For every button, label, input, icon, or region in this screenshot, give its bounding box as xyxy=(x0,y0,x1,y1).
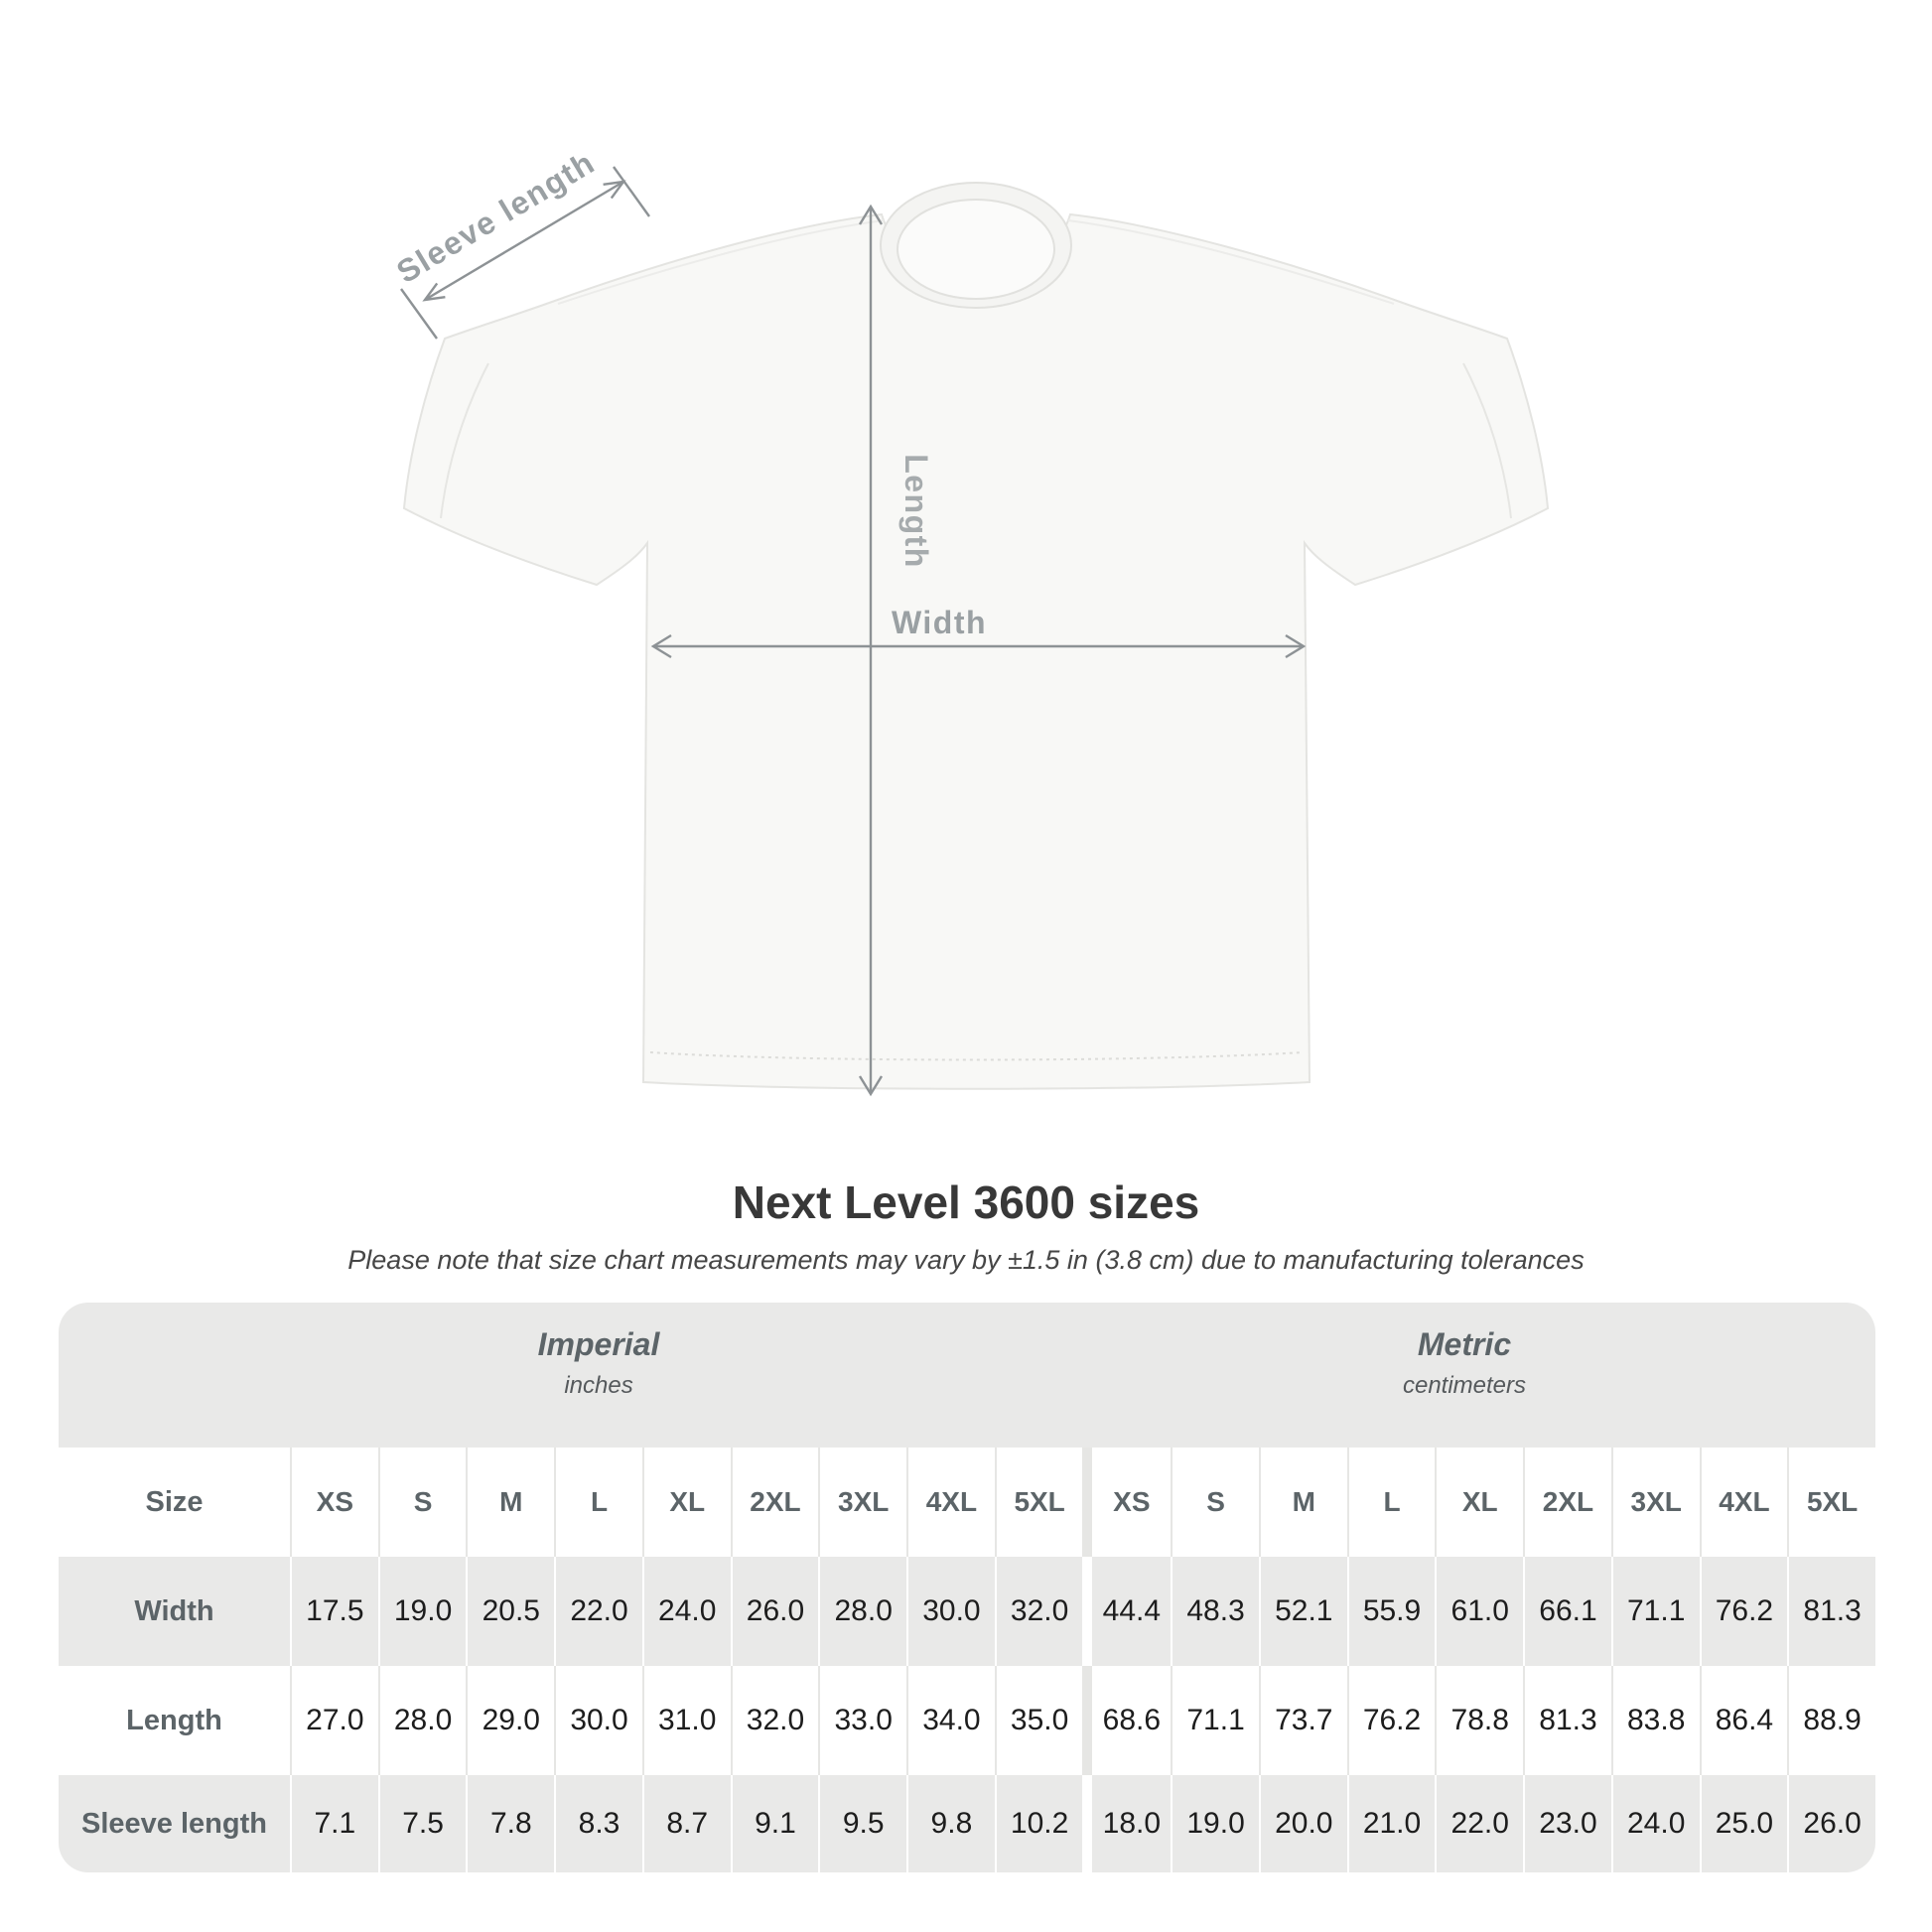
size-col-header: 4XL xyxy=(906,1448,995,1557)
size-col-header: L xyxy=(554,1448,642,1557)
size-col-header: L xyxy=(1347,1448,1436,1557)
row-label: Width xyxy=(134,1594,214,1627)
sleeve-length-label: Sleeve length xyxy=(390,143,602,291)
size-col-header: M xyxy=(466,1448,554,1557)
table-cell: 35.0 xyxy=(995,1666,1083,1775)
width-label: Width xyxy=(891,605,988,640)
table-cell: 17.5 xyxy=(290,1557,378,1666)
table-cell: 55.9 xyxy=(1347,1557,1436,1666)
table-cell: 71.1 xyxy=(1611,1557,1700,1666)
table-cell: 73.7 xyxy=(1259,1666,1347,1775)
size-col-header: 2XL xyxy=(1523,1448,1611,1557)
table-cell: 78.8 xyxy=(1435,1666,1523,1775)
table-cell: 52.1 xyxy=(1259,1557,1347,1666)
table-cell: 25.0 xyxy=(1700,1775,1788,1872)
table-cell: 44.4 xyxy=(1082,1557,1171,1666)
table-cell: 81.3 xyxy=(1787,1557,1875,1666)
size-header-row xyxy=(59,1448,1875,1557)
table-cell: 26.0 xyxy=(1787,1775,1875,1872)
table-cell: 7.8 xyxy=(466,1775,554,1872)
table-cell: 28.0 xyxy=(818,1557,906,1666)
table-cell: 48.3 xyxy=(1171,1557,1259,1666)
table-cell: 81.3 xyxy=(1523,1666,1611,1775)
table-cell: 76.2 xyxy=(1700,1557,1788,1666)
table-cell: 33.0 xyxy=(818,1666,906,1775)
table-cell: 27.0 xyxy=(290,1666,378,1775)
dimension-tick-end xyxy=(614,167,649,216)
table-cell: 10.2 xyxy=(995,1775,1083,1872)
table-cell: 22.0 xyxy=(1435,1775,1523,1872)
table-row-length xyxy=(59,1666,1875,1775)
table-row-sleeve-length xyxy=(59,1775,1875,1872)
size-col-header: 5XL xyxy=(995,1448,1083,1557)
table-cell: 9.8 xyxy=(906,1775,995,1872)
table-cell: 28.0 xyxy=(378,1666,467,1775)
table-cell: 61.0 xyxy=(1435,1557,1523,1666)
length-label: Length xyxy=(898,454,934,569)
table-cell: 88.9 xyxy=(1787,1666,1875,1775)
table-row-width xyxy=(59,1557,1875,1666)
size-col-header: 5XL xyxy=(1787,1448,1875,1557)
size-col-header: 4XL xyxy=(1700,1448,1788,1557)
table-cell: 32.0 xyxy=(731,1666,819,1775)
table-cell: 30.0 xyxy=(554,1666,642,1775)
table-cell: 9.5 xyxy=(818,1775,906,1872)
arrow-diagonal-end-icon xyxy=(604,182,623,199)
size-col-header: XL xyxy=(642,1448,731,1557)
table-cell: 18.0 xyxy=(1082,1775,1171,1872)
table-cell: 24.0 xyxy=(642,1557,731,1666)
size-col-header: M xyxy=(1259,1448,1347,1557)
table-cell: 34.0 xyxy=(906,1666,995,1775)
size-col-header: S xyxy=(378,1448,467,1557)
row-label: Length xyxy=(126,1704,222,1736)
table-cell: 8.7 xyxy=(642,1775,731,1872)
table-cell: 86.4 xyxy=(1700,1666,1788,1775)
table-cell: 83.8 xyxy=(1611,1666,1700,1775)
table-cell: 19.0 xyxy=(378,1557,467,1666)
imperial-unit-label: inches xyxy=(564,1372,633,1399)
table-cell: 68.6 xyxy=(1082,1666,1171,1775)
table-cell: 7.5 xyxy=(378,1775,467,1872)
metric-group-header xyxy=(1403,1303,1526,1400)
size-chart-table xyxy=(59,1303,1875,1872)
imperial-group-header xyxy=(538,1303,660,1400)
table-cell: 23.0 xyxy=(1523,1775,1611,1872)
size-col-header: XS xyxy=(1082,1448,1171,1557)
table-cell: 32.0 xyxy=(995,1557,1083,1666)
table-cell: 71.1 xyxy=(1171,1666,1259,1775)
table-cell: 20.0 xyxy=(1259,1775,1347,1872)
table-cell: 30.0 xyxy=(906,1557,995,1666)
imperial-label: Imperial xyxy=(537,1326,660,1362)
table-cell: 19.0 xyxy=(1171,1775,1259,1872)
table-cell: 9.1 xyxy=(731,1775,819,1872)
table-cell: 29.0 xyxy=(466,1666,554,1775)
metric-unit-label: centimeters xyxy=(1402,1372,1527,1399)
table-cell: 21.0 xyxy=(1347,1775,1436,1872)
table-cell: 24.0 xyxy=(1611,1775,1700,1872)
size-col-header: XS xyxy=(290,1448,378,1557)
table-cell: 20.5 xyxy=(466,1557,554,1666)
table-cell: 7.1 xyxy=(290,1775,378,1872)
table-cell: 66.1 xyxy=(1523,1557,1611,1666)
size-col-header: 3XL xyxy=(818,1448,906,1557)
table-cell: 76.2 xyxy=(1347,1666,1436,1775)
table-cell: 26.0 xyxy=(731,1557,819,1666)
size-col-header: 3XL xyxy=(1611,1448,1700,1557)
page-title: Next Level 3600 sizes xyxy=(732,1176,1200,1228)
row-label: Sleeve length xyxy=(81,1807,267,1840)
size-col-header: XL xyxy=(1435,1448,1523,1557)
size-col-header: S xyxy=(1171,1448,1259,1557)
size-col-header: 2XL xyxy=(731,1448,819,1557)
tshirt-body xyxy=(404,214,1548,1089)
table-cell: 31.0 xyxy=(642,1666,731,1775)
table-cell: 8.3 xyxy=(554,1775,642,1872)
table-cell: 22.0 xyxy=(554,1557,642,1666)
arrow-diagonal-start-icon xyxy=(425,283,445,300)
collar-inner xyxy=(897,200,1054,299)
size-header: Size xyxy=(145,1485,204,1518)
unit-band xyxy=(59,1303,1875,1448)
tolerance-note: Please note that size chart measurements may vary by ±1.5 in (3.8 cm) due to manufacturing tolerances xyxy=(347,1245,1585,1275)
metric-label: Metric xyxy=(1417,1326,1512,1362)
